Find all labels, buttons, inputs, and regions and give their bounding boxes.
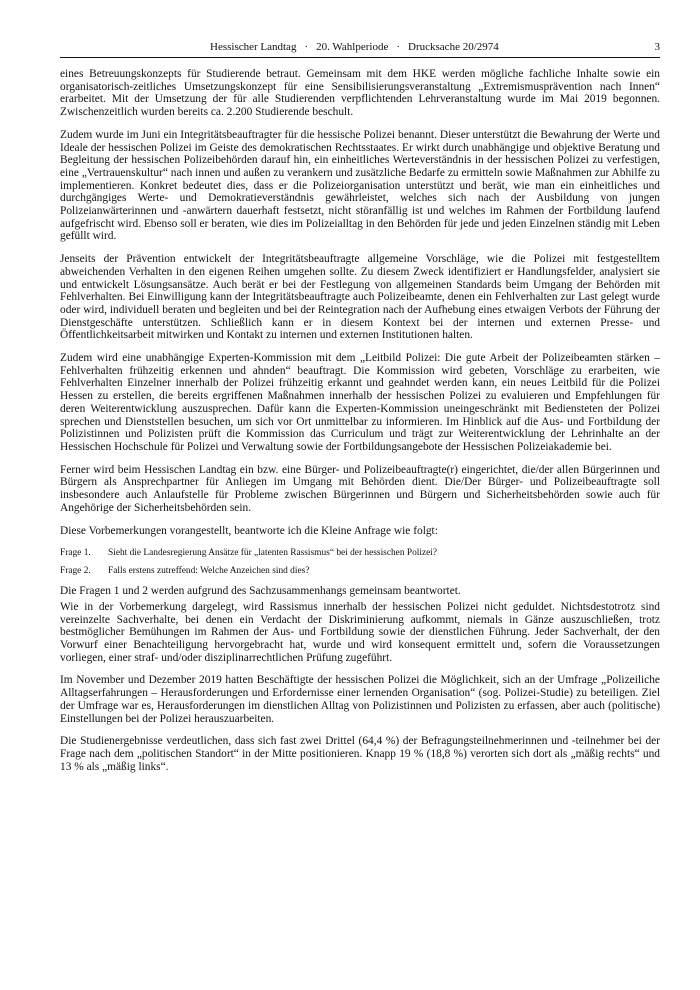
paragraph: Ferner wird beim Hessischen Landtag ein bzw. eine Bürger- und Polizeibeauftragte(r) eingerichtet, die/der allen Bürgerinnen und Bürgern als Ansprechpartner für Anliegen im Umgang mit Behörden dient. Die/Der Bürger- und Polizeibeauftragte soll insbesondere auch Anlaufstelle für Probleme zwischen Bürgerinnen und Bürgern und Sicherheitsbehörden sowie auch für Angehörige der Sicherheitsbehörden sein. [60,463,660,514]
question-text: Sieht die Landesregierung Ansätze für „latenten Rassismus“ bei der hessischen Polizei? [108,548,438,559]
paragraph: Zudem wird eine unabhängige Experten-Kommission mit dem „Leitbild Polizei: Die gute Arbeit der Polizeibeamten stärken – Fehlverhalten frühzeitig erkennen und ahnden“ beauftragt. Die Kommission wird gebeten, Vorschläge zu erarbeiten, wie Fehlverhalten Einzelner innerhalb der Polizei frühzeitig erkannt und geahndet werden kann, ein neues Leitbild für die Polizei Hessen zu erstellen, die bereits ergriffenen Maßnahmen innerhalb der hessischen Polizei zu evaluieren und Empfehlungen für deren Weiterentwicklung auszusprechen. Dafür kann die Experten-Kommission uneingeschränkt mit Bediensteten der Polizei sprechen und Dienststellen besuchen, um sich vor Ort unmittelbar zu informieren. Im Hinblick auf die Aus- und Fortbildung der Polizistinnen und Polizisten prüft die Kommission das Curriculum und trägt zur Weiterentwicklung der Lehrinhalte an der Hessischen Hochschule für Polizei und Verwaltung sowie der Fortbildungsangebote der Hessischen Polizeiakademie bei. [60,352,660,453]
header-period: 20. Wahlperiode [316,41,389,53]
header-info [210,40,499,54]
question-number: Frage 2. [60,566,91,577]
answer-paragraph: Die Fragen 1 und 2 werden aufgrund des Sachzusammenhangs gemeinsam beantwortet. [60,585,461,598]
answer-paragraph: Die Studienergebnisse verdeutlichen, dass sich fast zwei Drittel (64,4 %) der Befragungsteilnehmerinnen und -teilnehmer bei der Frage nach dem „politischen Standort“ in der Mitte positionieren. Knapp 19 % (18,8 %) verorten sich dort als „mäßig rechts“ und 13 % als „mäßig links“. [60,735,660,773]
header-rule [60,57,660,58]
paragraph: Zudem wurde im Juni ein Integritätsbeauftragter für die hessische Polizei benannt. Dieser unterstützt die Bewahrung der Werte und Ideale der hessischen Polizei im Geiste des demokratischen Rechtsstaates. Er wirkt durch unabhängige und objektive Beratung und Begleitung der hessischen Polizeibehörden darauf hin, ein einheitliches Werteverständnis in der hessischen Polizei zu verfestigen, eine „Vertrauenskultur“ nach innen und außen zu verankern und zusätzliche Bedarfe zu ermitteln sowie Maßnahmen zur Abhilfe zu implementieren. Konkret bedeutet dies, dass er die Polizeiorganisation unterstützt und berät, wie man ein einheitliches und durchgängiges Werte- und Demokratieverständnis gewährleistet, welches sich nach der Ausbildung von jungen Polizeianwärterinnen und -anwärtern dauerhaft festsetzt, nicht störanfällig ist und welches im Rahmen der Fortbildung laufend aufgefrischt wird. Ebenso soll er beraten, wie dies im Polizeialltag in den Behörden für jede und jeden Einzelnen ständig mit Leben gefüllt wird. [60,128,660,243]
header-publisher: Hessischer Landtag [210,41,297,53]
header-separator: · [396,41,401,53]
header-doc-number: Drucksache 20/2974 [408,41,499,53]
document-body [60,68,660,783]
paragraph: Diese Vorbemerkungen vorangestellt, beantworte ich die Kleine Anfrage wie folgt: [60,524,438,537]
page-number: 3 [654,41,660,53]
question-item [60,565,660,577]
answer-paragraph: Im November und Dezember 2019 hatten Beschäftigte der hessischen Polizei die Möglichkeit, sich an der Umfrage „Polizeiliche Alltagserfahrungen – Herausforderungen und Erfordernisse einer lernenden Organisation“ (sog. Polizei-Studie) zu beteiligen. Ziel der Umfrage war es, Herausforderungen im dienstlichen Alltag von Polizistinnen und Polizisten zu erfassen, aber auch (politische) Einstellungen bei der Polizei herauszuarbeiten. [60,674,660,725]
question-text: Falls erstens zutreffend: Welche Anzeichen sind dies? [108,566,310,577]
answer-paragraph: Wie in der Vorbemerkung dargelegt, wird Rassismus innerhalb der hessischen Polizei nicht geduldet. Nichtsdestotrotz sind vereinzelte Sachverhalte, bei denen ein Verdacht der Diskriminierung aufkommt, niemals in Gänze auszuschließen, trotz bestmöglicher Bemühungen im Rahmen der Aus- und Fortbildung sowie der dienstlichen Führung. Jeder Sachverhalt, der den Vorwurf einer Benachteiligung hervorgebracht hat, wurde und wird konsequent ermittelt und, sofern die Voraussetzungen vorliegen, einer straf- und/oder disziplinarrechtlichen Prüfung zugeführt. [60,600,660,664]
question-number: Frage 1. [60,548,91,559]
header-separator: · [304,41,309,53]
paragraph: eines Betreuungskonzepts für Studierende betraut. Gemeinsam mit dem HKE werden mögliche fachliche Inhalte sowie ein organisatorisch-zeitliches Umsetzungskonzept für eine Sensibilisierungsveranstaltung „Extremismusprävention nach Innen“ erarbeitet. Mit der Umsetzung der für alle Studierenden verpflichtenden Lehrveranstaltung wurde im Mai 2019 begonnen. Zwischenzeitlich wurden bereits ca. 2.200 Studierende beschult. [60,68,660,119]
paragraph: Jenseits der Prävention entwickelt der Integritätsbeauftragte allgemeine Vorschläge, wie die Polizei mit festgestelltem abweichenden Verhalten in den eigenen Reihen umgehen sollte. Zu diesem Zweck identifiziert er Handlungsfelder, analysiert sie und entwickelt Lösungsansätze. Auch berät er bei der Festlegung von allgemeinen Standards beim Umgang der Behörden mit Fehlverhalten. Bei Einwilligung kann der Integritätsbeauftragte auch Polizeibeamte, denen ein Fehlverhalten zur Last gelegt wurde oder wird, individuell beraten und begleiten und bei der Reintegration nach der Aufhebung eines etwaigen Verbots der Führung der Dienstgeschäfte unterstützen. Schließlich kann er in diesem Kontext bei der internen und externen Presse- und Öffentlichkeitsarbeit mitwirken und Kontakt zu internen und externen Institutionen halten. [60,253,660,342]
question-item [60,547,660,559]
